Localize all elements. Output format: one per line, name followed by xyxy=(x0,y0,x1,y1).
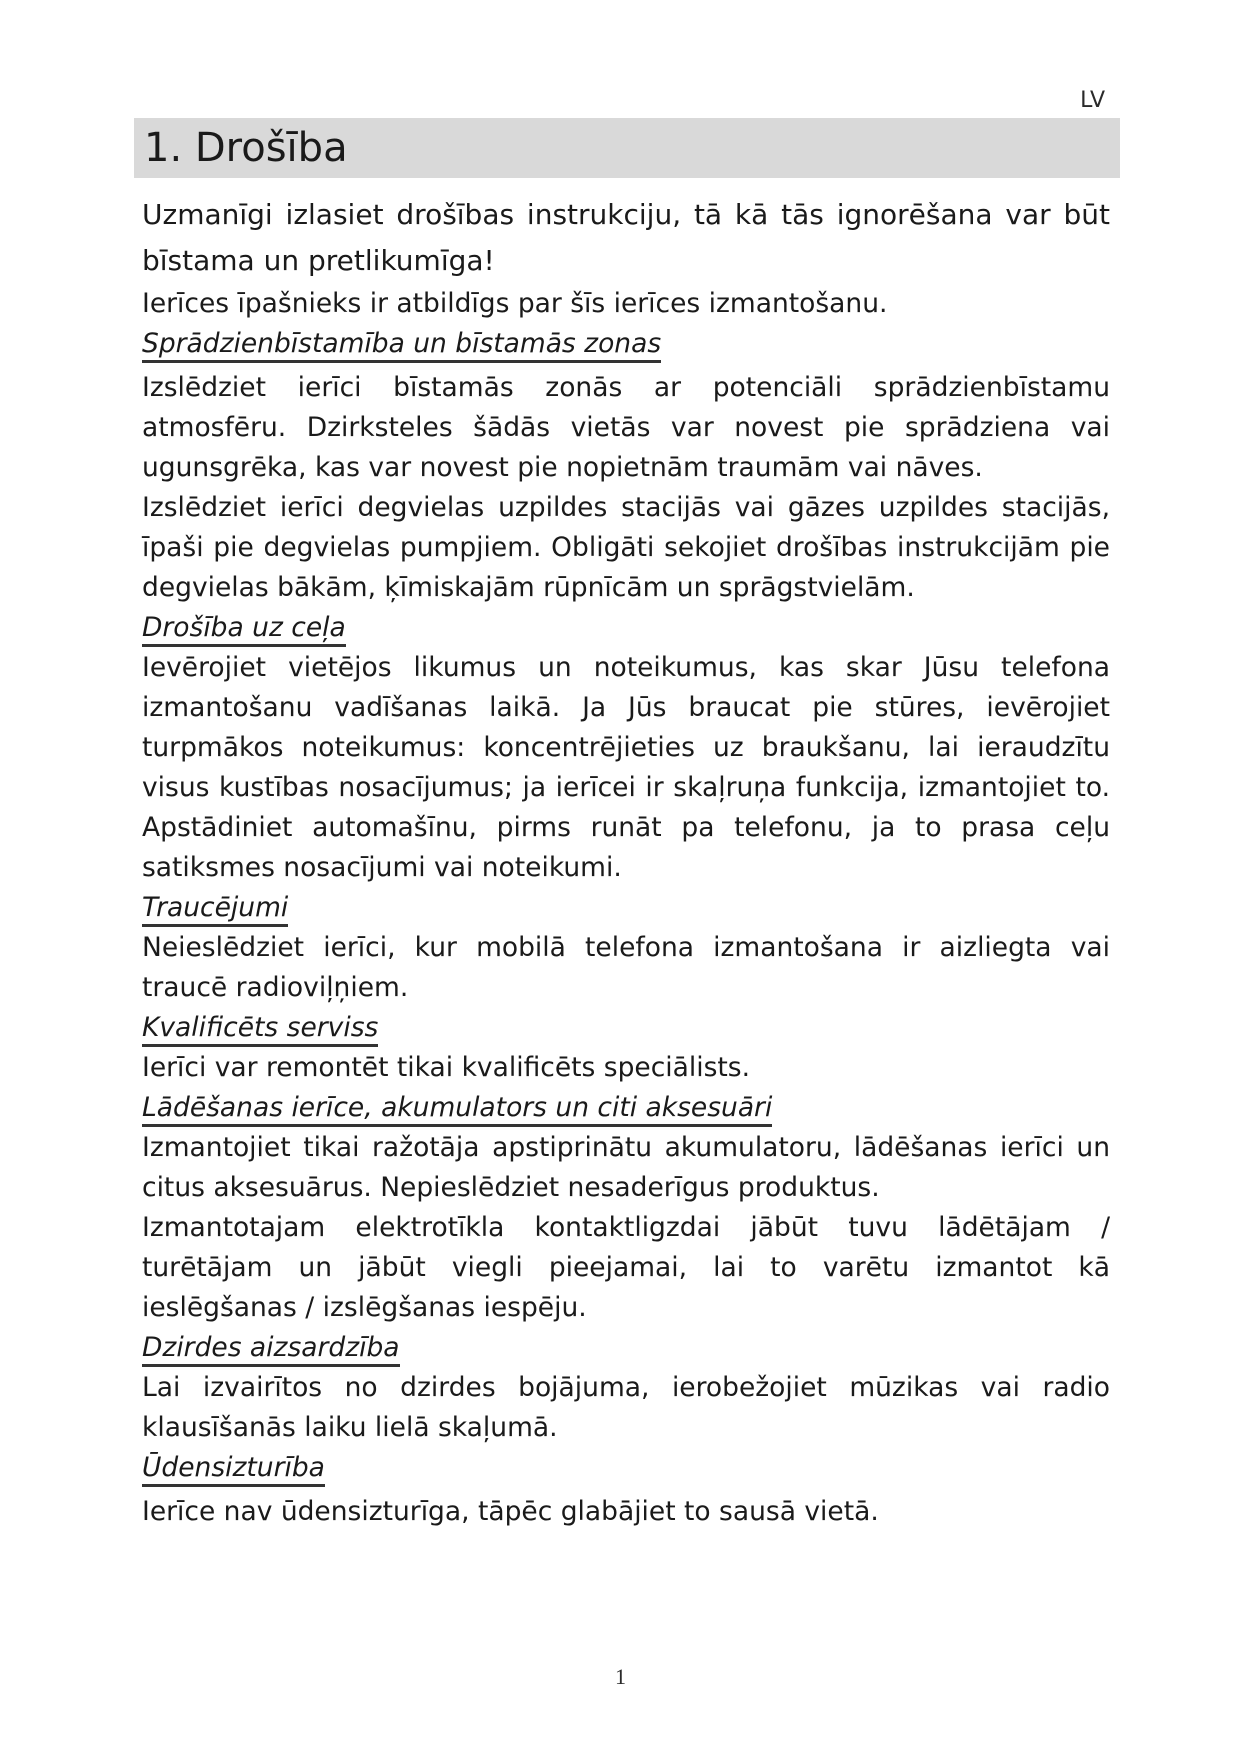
heading-interference xyxy=(142,888,1110,928)
heading-road-safety-text: Drošība uz ceļa xyxy=(142,612,346,647)
heading-explosive-text: Sprādzienbīstamība un bīstamās zonas xyxy=(142,328,661,363)
heading-service xyxy=(142,1008,1110,1048)
charger-paragraph-2: Izmantotajam elektrotīkla kontaktligzdai jābūt tuvu lādētājam / turētājam un jābūt viegli pieejamai, lai to varētu izmantot kā ieslēgšanas / izslēgšanas iespēju. xyxy=(142,1212,1110,1323)
service-paragraph: Ierīci var remontēt tikai kvalificēts speciālists. xyxy=(142,1052,751,1083)
heading-hearing xyxy=(142,1328,1110,1368)
heading-service-text: Kvalificēts serviss xyxy=(142,1012,378,1047)
section-header xyxy=(134,118,1120,178)
heading-interference-text: Traucējumi xyxy=(142,892,288,927)
heading-water xyxy=(142,1448,1110,1488)
section-title: 1. Drošība xyxy=(144,125,348,171)
heading-charger-text: Lādēšanas ierīce, akumulators un citi aksesuāri xyxy=(142,1092,772,1127)
intro-warning: Uzmanīgi izlasiet drošības instrukciju, tā kā tās ignorēšana var būt bīstama un pretlikumīga! xyxy=(142,198,1110,277)
interference-paragraph: Neieslēdziet ierīci, kur mobilā telefona izmantošana ir aizliegta vai traucē radioviļņiem. xyxy=(142,932,1110,1003)
water-paragraph: Ierīce nav ūdensizturīga, tāpēc glabājiet to sausā vietā. xyxy=(142,1496,879,1527)
explosive-paragraph-1: Izslēdziet ierīci bīstamās zonās ar potenciāli sprādzienbīstamu atmosfēru. Dzirksteles šādās vietās var novest pie sprādziena vai ugunsgrēka, kas var novest pie nopietnām traumām vai nāves. xyxy=(142,372,1110,483)
hearing-paragraph: Lai izvairītos no dzirdes bojājuma, ierobežojiet mūzikas vai radio klausīšanās laiku lielā skaļumā. xyxy=(142,1372,1110,1443)
heading-hearing-text: Dzirdes aizsardzība xyxy=(142,1332,400,1367)
heading-road-safety xyxy=(142,608,1110,648)
page-number: 1 xyxy=(615,1664,626,1689)
explosive-paragraph-2: Izslēdziet ierīci degvielas uzpildes stacijās vai gāzes uzpildes stacijās, īpaši pie degvielas pumpjiem. Obligāti sekojiet drošības instrukcijām pie degvielas bākām, ķīmiskajām rūpnīcām un sprāgstvielām. xyxy=(142,492,1110,603)
owner-note: Ierīces īpašnieks ir atbildīgs par šīs ierīces izmantošanu. xyxy=(142,288,888,319)
heading-explosive xyxy=(142,324,1110,364)
language-label: LV xyxy=(1080,88,1105,113)
heading-charger xyxy=(142,1088,1110,1128)
heading-water-text: Ūdensizturība xyxy=(142,1452,325,1487)
charger-paragraph-1: Izmantojiet tikai ražotāja apstiprinātu akumulatoru, lādēšanas ierīci un citus aksesuārus. Nepieslēdziet nesaderīgus produktus. xyxy=(142,1132,1110,1203)
road-safety-paragraph: Ievērojiet vietējos likumus un noteikumus, kas skar Jūsu telefona izmantošanu vadīšanas laikā. Ja Jūs braucat pie stūres, ievērojiet turpmākos noteikumus: koncentrējieties uz braukšanu, lai ieraudzītu visus kustības nosacījumus; ja ierīcei ir skaļruņa funkcija, izmantojiet to. Apstādiniet automašīnu, pirms runāt pa telefonu, ja to prasa ceļu satiksmes nosacījumi vai noteikumi. xyxy=(142,652,1110,883)
document-body xyxy=(142,192,1110,1532)
